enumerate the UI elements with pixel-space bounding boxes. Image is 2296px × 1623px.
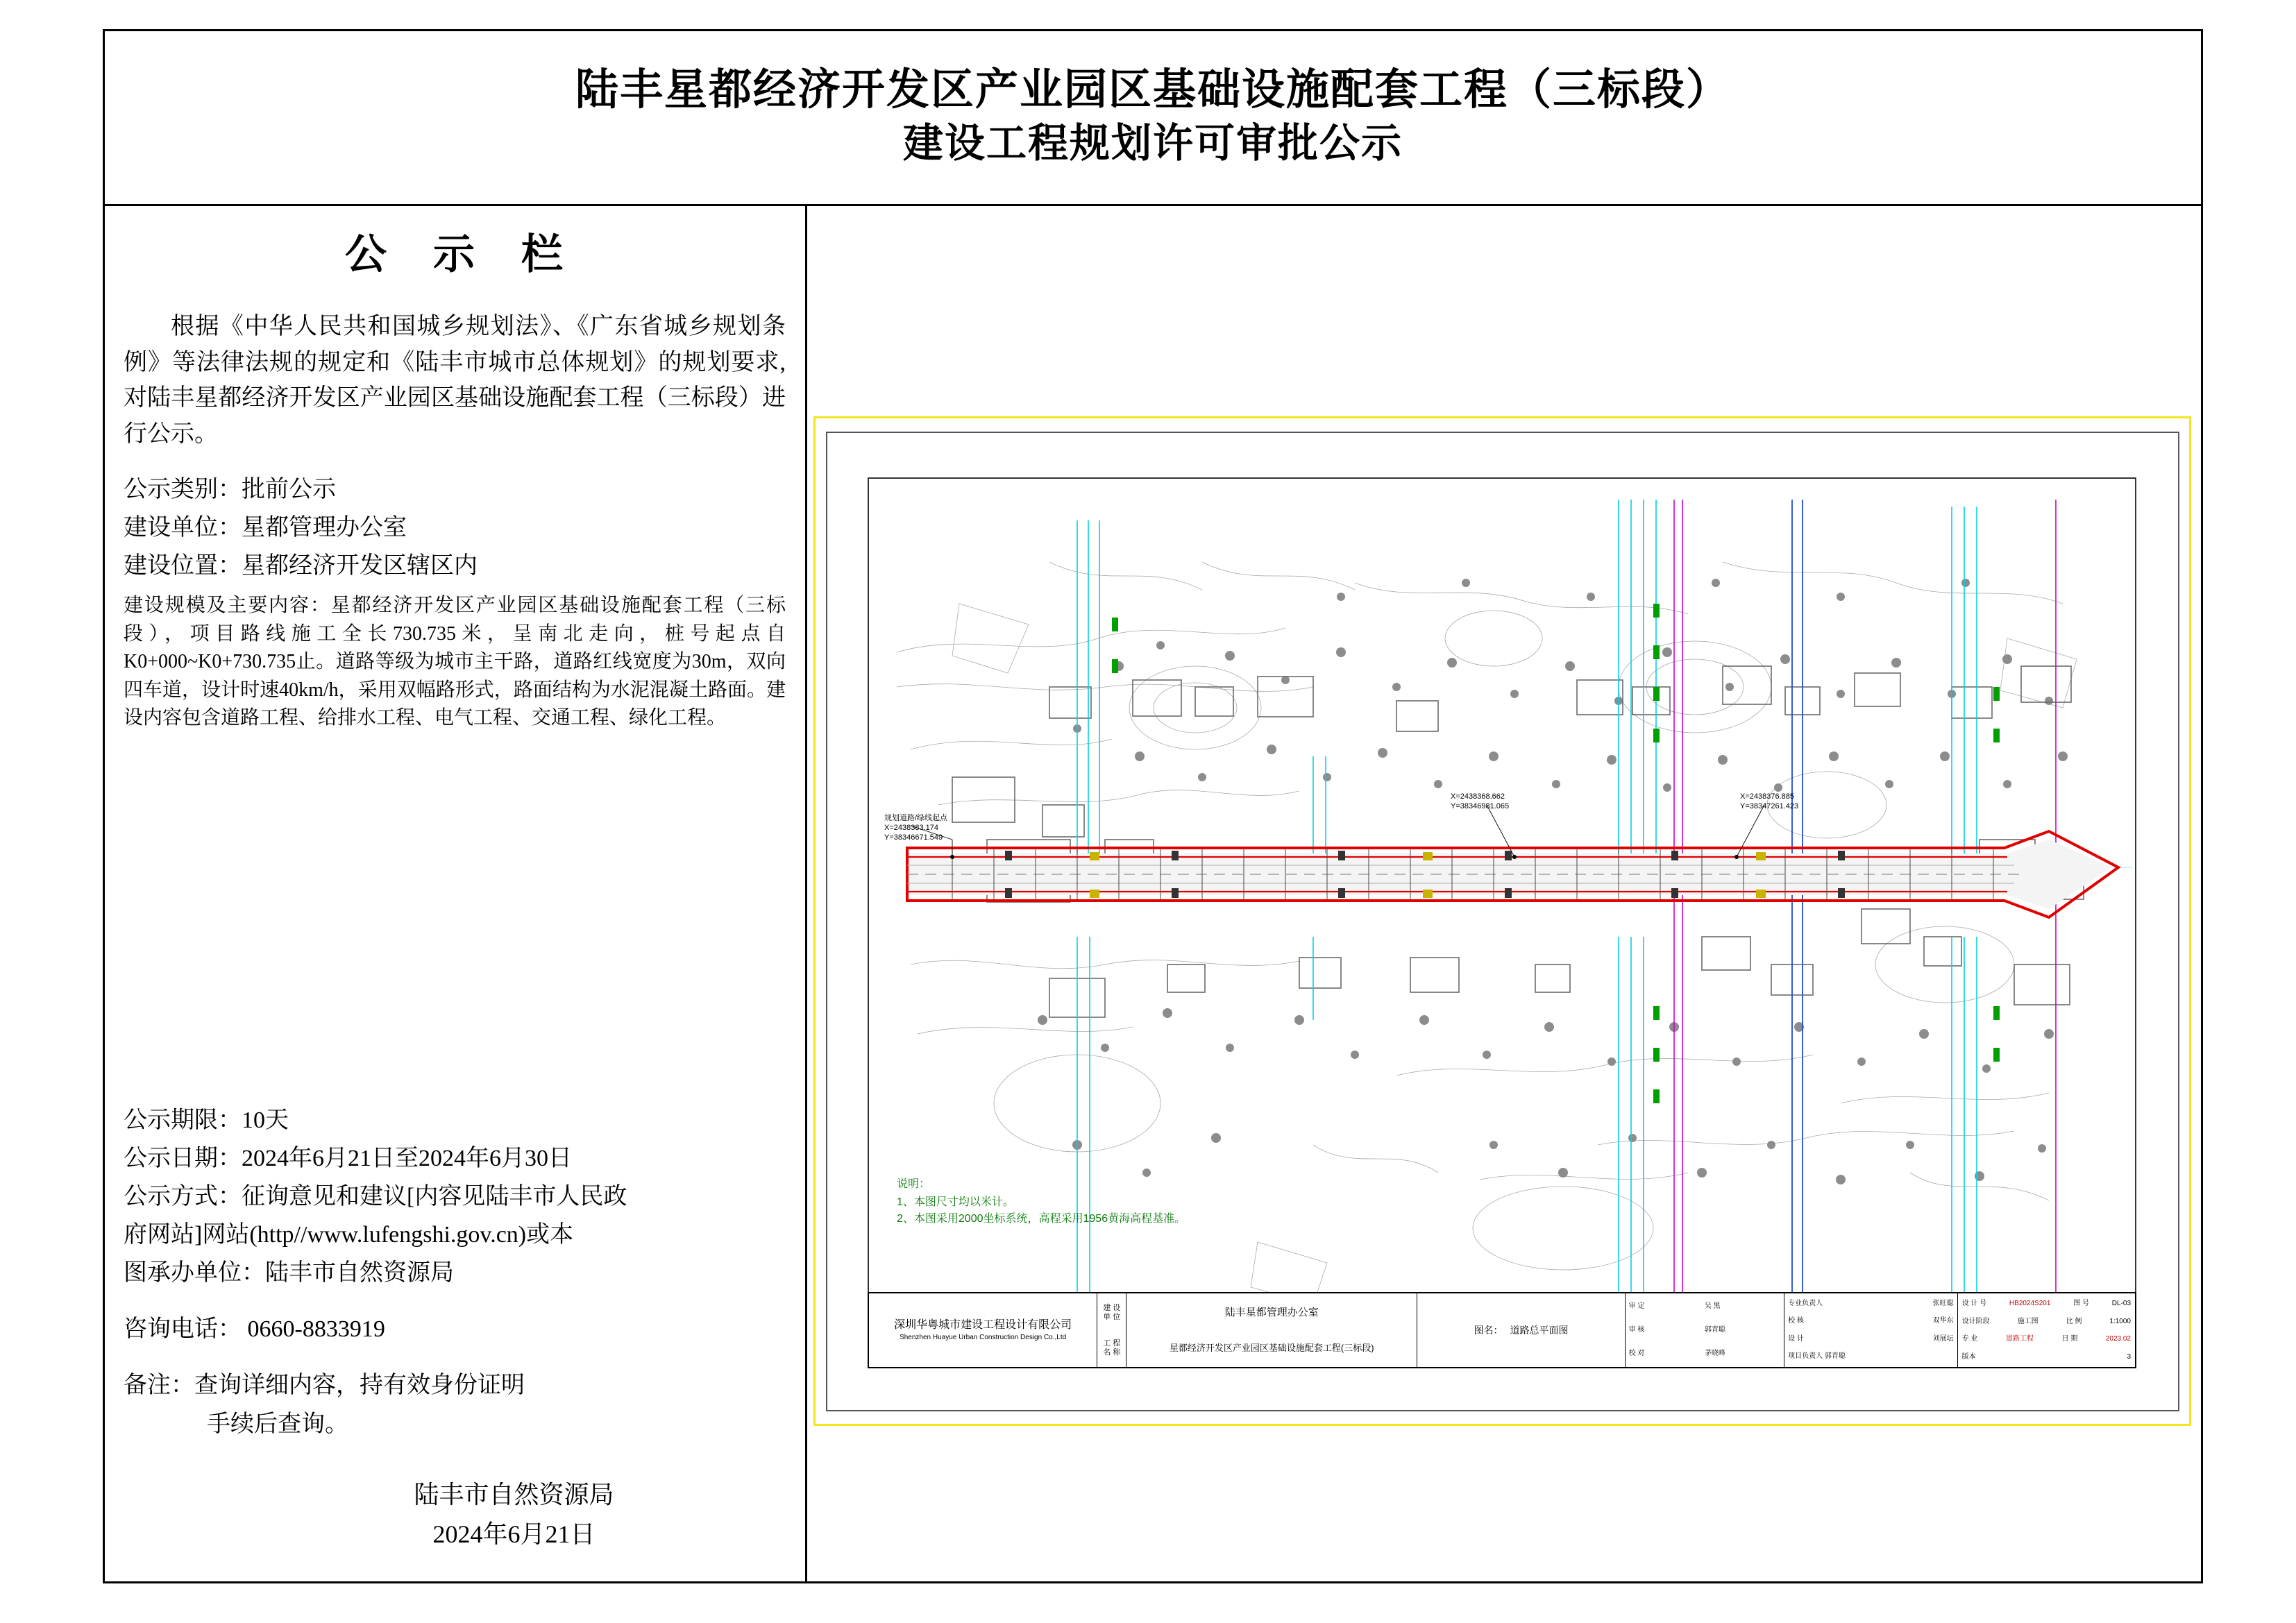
owner-name: 陆丰星都管理办公室 bbox=[1224, 1307, 1319, 1319]
notice-board-heading: 公 示 栏 bbox=[345, 232, 581, 278]
notice-column bbox=[103, 206, 807, 1583]
notice-method-line1: 公示方式：征询意见和建议[内容见陆丰市人民政 bbox=[124, 1184, 627, 1210]
project-name: 星都经济开发区产业园区基础设施配套工程(三标段) bbox=[1169, 1343, 1374, 1354]
drawing-note-title: 说明： bbox=[897, 1178, 931, 1190]
notice-lower-block bbox=[124, 1101, 786, 1555]
notice-build-unit: 建设单位：星都管理办公室 bbox=[124, 514, 407, 541]
review-row: 校 对 茅晓峰 bbox=[1628, 1349, 1725, 1357]
responsible-row: 校 核 双华东 bbox=[1788, 1317, 1954, 1325]
drawing-plan-area bbox=[868, 477, 2136, 1368]
drawing-metadata bbox=[1958, 1293, 2135, 1367]
notice-method-line3: 图承办单位：陆丰市自然资源局 bbox=[124, 1260, 454, 1286]
notice-scale-content: 建设规模及主要内容：星都经济开发区产业园区基础设施配套工程（三标段），项目路线施工全长730.735米，呈南北走向，桩号起点自K0+000~K0+730.735止。道路等级为城市主干路，道路红线宽度为30m，双向四车道，设计时速40km/h，采用双幅路形式，路面结构为水泥混凝土路面。建设内容包含道路工程、给排水工程、电气工程、交通工程、绿化工程。 bbox=[124, 594, 786, 729]
meta-row: 设计阶段 施工图 比 例 1:1000 bbox=[1961, 1317, 2131, 1325]
notice-build-location: 建设位置：星都经济开发区辖区内 bbox=[124, 552, 478, 579]
callout-start-point: 规划道路/绿线起点 X=2438383.174 Y=38346671.549 bbox=[884, 814, 948, 842]
notice-signature-org: 陆丰市自然资源局 bbox=[414, 1480, 614, 1509]
label-project-name: 工 程 名 称 bbox=[1103, 1339, 1121, 1357]
drawing-notes bbox=[897, 1176, 1185, 1227]
design-company-cn: 深圳华粤城市建设工程设计有限公司 bbox=[894, 1319, 1072, 1332]
notice-period: 公示期限：10天 bbox=[124, 1107, 289, 1133]
drawing-title-block bbox=[868, 1292, 2136, 1368]
site-plan-map bbox=[869, 479, 2136, 1368]
notice-signature-date: 2024年6月21日 bbox=[432, 1520, 596, 1549]
version-row: 版本 3 bbox=[1961, 1352, 2132, 1361]
label-build-unit: 建 设 单 位 bbox=[1103, 1304, 1121, 1321]
notice-remark-line2: 手续后查询。 bbox=[207, 1411, 348, 1437]
design-company-en: Shenzhen Huayue Urban Construction Design Co.,Ltd bbox=[900, 1334, 1067, 1342]
review-row: 审 核 郭青聪 bbox=[1628, 1325, 1725, 1334]
notice-remark-line1: 备注：查询详细内容，持有效身份证明 bbox=[124, 1373, 525, 1399]
page-title-line1: 陆丰星都经济开发区产业园区基础设施配套工程（三标段） bbox=[575, 66, 1730, 114]
meta-row: 专 业 道路工程 日 期 2023.02 bbox=[1961, 1335, 2131, 1343]
drawing-name-value: 道路总平面图 bbox=[1510, 1325, 1569, 1336]
callout-mid-point: X=2438368.662 Y=38346981.065 bbox=[1451, 792, 1510, 810]
title-block-labels bbox=[1097, 1293, 1126, 1367]
page-title-line2: 建设工程规划许可审批公示 bbox=[902, 121, 1403, 167]
review-signatures bbox=[1626, 1293, 1785, 1367]
title-block-names bbox=[1126, 1293, 1417, 1367]
design-company bbox=[869, 1293, 1097, 1367]
responsible-row: 设 计 刘展坛 bbox=[1788, 1334, 1954, 1343]
drawing-note-2: 2、本图采用2000坐标系统，高程采用1956黄海高程基准。 bbox=[897, 1213, 1186, 1225]
drawing-name-label: 图名： bbox=[1474, 1325, 1503, 1336]
project-leader-row: 项目负责人 郭青聪 bbox=[1788, 1352, 1846, 1360]
notice-type: 公示类别：批前公示 bbox=[124, 476, 336, 502]
notice-method-line2: 府网站]网站(http//www.lufengshi.gov.cn)或本 bbox=[124, 1222, 574, 1248]
notice-paragraph-text: 根据《中华人民共和国城乡规划法》、《广东省城乡规划条例》等法律法规的规定和《陆丰市城市总体规划》的规划要求,对陆丰星都经济开发区产业园区基础设施配套工程（三标段）进行公示。 bbox=[124, 314, 786, 448]
responsible-signatures bbox=[1784, 1293, 1957, 1367]
notice-signature bbox=[124, 1475, 786, 1555]
poster-title-band bbox=[103, 29, 2203, 206]
notice-phone: 咨询电话： 0660-8833919 bbox=[124, 1316, 385, 1343]
meta-row: 设 计 号 HB2024S201 图 号 DL-03 bbox=[1961, 1300, 2132, 1308]
notice-fields bbox=[124, 470, 786, 585]
drawing-name-box bbox=[1417, 1293, 1625, 1367]
drawing-note-1: 1、本图尺寸均以米计。 bbox=[897, 1196, 1014, 1208]
notice-date-range: 公示日期：2024年6月21日至2024年6月30日 bbox=[124, 1146, 572, 1172]
notice-paragraph bbox=[124, 309, 786, 452]
review-row: 审 定 吴 黑 bbox=[1628, 1302, 1721, 1310]
responsible-row: 专业负责人 张旺聪 bbox=[1788, 1299, 1954, 1307]
callout-end-point: X=2438376.885 Y=38347261.423 bbox=[1740, 792, 1799, 810]
